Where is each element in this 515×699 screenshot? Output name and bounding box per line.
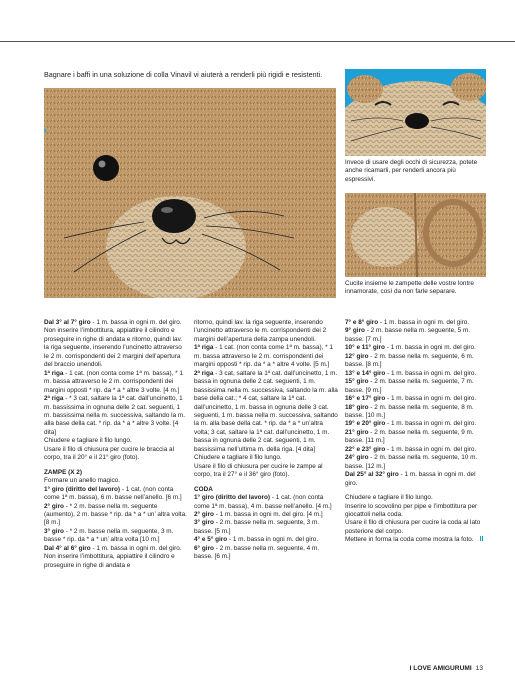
instruction-text: Chiudere e tagliare il filo lungo. [194,454,282,462]
paragraph [345,378,487,395]
instruction-text: - 2 m. basse nella m. seguente, 3 m. basse. [5 m.] [194,519,320,535]
round-label: Dal 3° al 7° giro [44,319,91,326]
round-label: 16° e 17° giro [345,395,386,403]
paragraph [44,477,188,485]
instruction-text: - 1 m. bassa in ogni m. del giro. [385,395,477,403]
instruction-text: - 1 m. bassa in ogni m. del giro. [90,319,182,326]
round-label: Dal 25° al 32° giro [345,471,399,479]
round-label: 2° giro [44,502,64,510]
section-heading: CODA [194,485,213,493]
text-column-3 [345,319,487,545]
instruction-text: Mettere in forma la coda come mostra la foto. [345,536,474,544]
eyes-caption: Invece di usare degli occhi di sicurezza, potete anche ricamarli, per renderli ancora più espressivi. [345,159,478,183]
otter-head-photo [44,88,336,298]
instruction-text: - 2 m. basse nella m. seguente, 7 m. basse. [9 m.] [345,378,474,394]
instruction-text: - 1 m. bassa in ogni m. del giro. [90,544,182,552]
instruction-text: - * 3 cat, saltare la 1ª cat. dall’uncinetto, 1 m. bassissima in ognuna delle 2 cat. seguenti, 1 m. bassissima nella m. successiva, saltando la m. alla base della cat. * rip. da * a * altre 3 volte. [4 dita] [44,395,185,436]
page-footer [410,665,483,672]
instruction-text: - 3 cat, saltare la 1ª cat. dall’uncinetto, 1 m. bassa in ognuna delle 2 cat. seguenti, 1 m. bassissima nella m. successiva, saltando la m. alla base della cat.; * 4 cat, saltare la 1ª cat. dall’uncinetto, 1 m. bassa in ognuna delle 3 cat. seguenti, 1 m. bassa nella m. successiva, saltando la m. alla base della cat. * rip. da * a * un’altra volta; 3 cat, saltare la 1ª cat. dall’uncinetto, 1 m. bassa in ognuna delle 2 cat. seguenti, 1 m. bassissima nell’ultima m. della riga. [4 dita] [194,369,338,453]
round-label: 2° giro [194,510,214,518]
paragraph [44,503,188,528]
instruction-text: Usare il filo di chiusura per cucire le braccia al corpo, tra il 20° e il 21° giro (foto). [44,445,174,462]
paragraph [44,528,188,545]
paragraph [194,454,338,462]
round-label: 12° giro [345,352,369,360]
paragraph [345,471,487,488]
instruction-text: Non inserire l’imbottitura, appiattire il cilindro e proseguire in righe di andata e [44,553,175,569]
round-label: 4° e 5° giro [194,536,228,544]
paragraph [44,446,188,463]
paragraph [345,519,487,536]
paws-caption: Cucite insieme le zampette delle vostre lontre innamorate, così da non farle separare. [345,280,474,296]
instruction-text: - 1 cat. (non conta come 1ª m. bassa), 4 m. basse nell’anello. [4 m.] [194,494,332,510]
round-label: 21° giro [345,428,369,436]
embroidered-eyes-photo [345,69,486,156]
instruction-text: - 2 m. basse nella m. seguente, 5 m. basse. [7 m.] [345,327,471,343]
paragraph [44,395,188,437]
paragraph [345,429,487,446]
paragraph [194,494,338,511]
instruction-text: - 1 m. bassa in ogni m. del giro. [385,445,477,453]
paragraph [194,519,338,536]
paragraph [194,344,338,369]
section-heading: ZAMPE (X 2) [44,468,82,476]
instruction-text: - * 2 m. basse nella m. seguente, 3 m. basse * rip. da * a * un’ altra volta [10 m.] [44,527,174,544]
text-column-1 [44,319,188,570]
instruction-text: - 1 cat. (non conta come 1ª m. bassa), * 1 m. bassa attraverso le 2 m. corrispondenti dei margini opposti * rip. da * a * altre 3 volte. [4 m.] [44,369,184,394]
paragraph [345,327,487,344]
instruction-text: - 1 m. bassa in ogni m. del giro. [4 m.] [213,510,323,518]
paragraph [44,486,188,503]
round-label: 10° e 11° giro [345,344,385,352]
paragraph [345,503,487,520]
round-label: 1ª riga [44,369,64,377]
paws-photo [345,193,486,277]
instruction-text: Non inserire l’imbottitura, appiattire il cilindro e proseguire in righe di andata e ritorno, quindi lav. la riga seguente, inserendo l’uncinetto attraverso le 2 m. corrispondenti dei 2 margini dell’apertura del braccio unendoli. [44,327,183,369]
round-label: 19° e 20° giro [345,420,386,428]
text-column-2 [194,319,338,562]
instruction-text: Chiudere e tagliare il filo lungo. [345,494,433,502]
instruction-text: - 1 m. bassa in ogni m. del giro. [378,319,470,326]
instruction-text: ritorno, quindi lav. la riga seguente, inserendo l’uncinetto attraverso le m. corrispondenti dei 2 margini dell’apertura della zampa unendoli. [194,319,327,343]
round-label: 7° e 8° giro [345,319,379,326]
paragraph [44,370,188,395]
page-number: 13 [475,665,483,672]
instruction-text: - 1 m. bassa in ogni m. del giro. [384,344,476,352]
paragraph [44,319,188,327]
round-label: 15° giro [345,378,369,386]
round-label: 2ª riga [44,395,64,403]
instruction-text: Formare un anello magico. [44,477,121,485]
round-label: 6° giro [194,544,214,552]
round-label: 1° giro (diritto del lavoro) [194,494,271,502]
paragraph [345,353,487,370]
round-label: 3° giro [44,527,64,535]
round-label: Dal 4° al 6° giro [44,544,91,552]
instruction-text: - 2 m. basse nella m. seguente, 4 m. basse. [6 m.] [194,544,320,561]
instruction-text: - 1 m. bassa in ogni m. del giro. [227,536,319,544]
instruction-text: - 1 cat. (non conta come 1ª m. bassa), 6 m. basse nell’anello. [6 m.] [44,485,182,502]
instruction-text: - 1 m. bassa in ogni m. del giro. [345,471,476,487]
paragraph [345,420,487,428]
round-label: 18° giro [345,403,369,411]
round-label: 2ª riga [194,369,214,377]
instruction-text: - 2 m. basse nella m. seguente, 6 m. basse. [8 m.] [345,352,474,369]
instruction-text: - 1 m. bassa in ogni m. del giro. [385,420,477,428]
instruction-text: Inserire lo scovolino per pipe e l’imbottitura per giocattoli nella coda. [345,502,478,518]
instruction-text: - 2 m. basse nella m. seguente, 9 m. basse. [11 m.] [345,428,474,445]
paragraph [345,446,487,454]
instruction-text: - * 2 m. basse nella m. seguente (aumento), 2 m. basse * rip. da * a * un’ altra volta. [8 m.] [44,502,187,527]
paragraph [345,395,487,403]
instruction-text: - 1 cat. (non conta come 1ª m. bassa), * 1 m. bassa attraverso le 2 m. corrispondenti dei margini opposti * rip. da * a * altre 4 volte. [5 m.] [194,344,334,369]
round-label: 1° giro (diritto del lavoro) [44,485,121,493]
instruction-text: - 2 m. basse nella m. seguente, 10 m. basse. [12 m.] [345,454,478,470]
paragraph [194,536,338,544]
paragraph [345,370,487,378]
paragraph [44,437,188,445]
paragraph [345,344,487,352]
instruction-text: Usare il filo di chiusura per cucire le zampe al corpo, tra il 27° e il 36° giro (foto). [194,462,323,479]
paragraph [345,536,487,544]
magazine-name: I LOVE AMIGURUMI [409,665,472,672]
paragraph [194,463,338,480]
paragraph [194,319,338,344]
paragraph [194,545,338,562]
round-label: 13° e 14° giro [345,369,386,377]
round-label: 3° giro [194,519,214,527]
instruction-text: - 1 m. bassa in ogni m. del giro. [385,369,477,377]
paragraph [44,545,188,553]
paragraph [44,553,188,570]
instruction-text: Usare il filo di chiusura per cucire la coda al lato posteriore del corpo. [345,519,481,535]
paragraph [345,404,487,421]
instruction-text: Chiudere e tagliare il filo lungo. [44,437,132,445]
top-rule [0,41,515,42]
round-label: 1ª riga [194,344,214,352]
paragraph [345,454,487,471]
round-label: 22° e 23° giro [345,445,386,453]
end-mark: II [479,536,484,544]
intro-text: Bagnare i baffi in una soluzione di colla Vinavil vi aiuterà a renderli più rigidi e resistenti. [44,70,323,79]
round-label: 9° giro [345,327,365,335]
instruction-text: - 2 m. basse nella m. seguente, 8 m. basse. [10 m.] [345,403,474,419]
paragraph [194,370,338,455]
paragraph [345,494,487,502]
round-label: 24° giro [345,454,369,462]
paragraph [44,327,188,369]
